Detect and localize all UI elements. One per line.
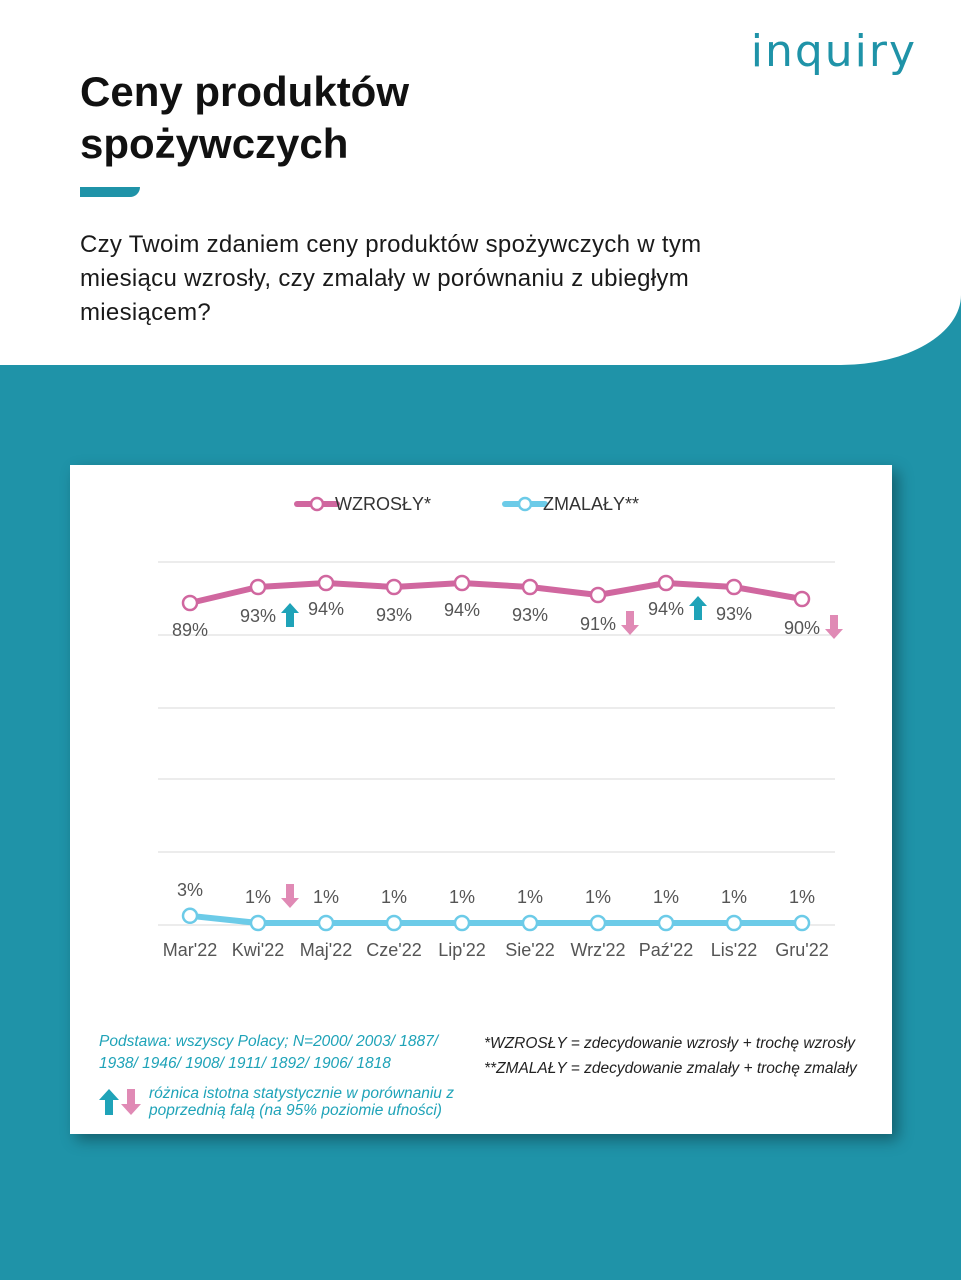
data-label: 1% xyxy=(380,887,408,907)
data-label: 93% xyxy=(715,604,753,624)
data-point xyxy=(659,916,673,930)
x-tick-label: Lis'22 xyxy=(710,940,758,960)
data-point xyxy=(387,580,401,594)
x-tick-label: Mar'22 xyxy=(162,940,218,960)
definition-decrease: **ZMALAŁY = zdecydowanie zmalały + trochę zmalały xyxy=(484,1060,857,1077)
series-line xyxy=(190,583,802,603)
data-point xyxy=(523,916,537,930)
data-label: 93% xyxy=(239,606,277,626)
title-accent-bar xyxy=(80,187,140,197)
x-tick-label: Wrz'22 xyxy=(570,940,626,960)
data-label: 94% xyxy=(307,599,345,619)
x-tick-label: Kwi'22 xyxy=(231,940,285,960)
data-label: 1% xyxy=(244,887,272,907)
arrow-up-icon xyxy=(99,1089,119,1115)
data-point xyxy=(183,909,197,923)
x-tick-label: Cze'22 xyxy=(366,940,422,960)
data-label: 90% xyxy=(783,618,821,638)
data-point xyxy=(319,916,333,930)
data-label: 1% xyxy=(652,887,680,907)
legend-entry: ZMALAŁY** xyxy=(543,494,640,514)
arrow-down-icon xyxy=(121,1089,141,1115)
header-panel xyxy=(0,0,961,365)
legend-marker xyxy=(519,498,531,510)
data-point xyxy=(795,916,809,930)
significance-down-icon xyxy=(281,884,299,908)
data-point xyxy=(251,580,265,594)
data-point xyxy=(387,916,401,930)
data-label: 3% xyxy=(176,879,204,900)
data-point xyxy=(795,592,809,606)
definitions-footnote xyxy=(484,1031,884,1081)
chart-card xyxy=(70,465,892,1134)
data-point xyxy=(319,576,333,590)
significance-down-icon xyxy=(621,611,639,635)
data-point xyxy=(455,916,469,930)
data-point xyxy=(591,916,605,930)
line-chart xyxy=(70,465,892,1025)
data-point xyxy=(727,916,741,930)
data-label: 93% xyxy=(511,605,549,625)
data-point xyxy=(523,580,537,594)
data-point xyxy=(591,588,605,602)
significance-legend xyxy=(99,1085,499,1125)
data-point xyxy=(455,576,469,590)
page-title: Ceny produktów spożywczych xyxy=(80,68,410,167)
data-label: 1% xyxy=(516,887,544,907)
series-line xyxy=(190,916,802,923)
data-label: 94% xyxy=(443,600,481,620)
legend-entry: WZROSŁY* xyxy=(335,494,432,514)
data-point xyxy=(659,576,673,590)
significance-up-icon xyxy=(689,596,707,620)
data-label: 93% xyxy=(375,605,413,625)
definition-increase: *WZROSŁY = zdecydowanie wzrosły + trochę wzrosły xyxy=(484,1035,855,1052)
x-tick-label: Paź'22 xyxy=(638,940,694,960)
significance-up-icon xyxy=(281,603,299,627)
data-label: 1% xyxy=(720,887,748,907)
significance-note: różnica istotna statystycznie w porównaniu z poprzednią falą (na 95% poziomie ufności) xyxy=(149,1085,454,1119)
x-tick-label: Maj'22 xyxy=(299,940,353,960)
x-tick-label: Sie'22 xyxy=(505,940,555,960)
data-point xyxy=(727,580,741,594)
data-label: 91% xyxy=(579,614,617,634)
x-tick-label: Gru'22 xyxy=(775,940,829,960)
survey-question: Czy Twoim zdaniem ceny produktów spożywczych w tym miesiącu wzrosły, czy zmalały w porównaniu z ubiegłym miesiącem? xyxy=(80,231,702,326)
x-tick-label: Lip'22 xyxy=(438,940,486,960)
significance-arrows-icon xyxy=(99,1089,145,1117)
data-label: 89% xyxy=(171,620,209,640)
data-point xyxy=(251,916,265,930)
data-label: 1% xyxy=(312,887,340,907)
data-label: 1% xyxy=(584,887,612,907)
data-label: 94% xyxy=(647,599,685,619)
base-footnote: Podstawa: wszyscy Polacy; N=2000/ 2003/ 1887/ 1938/ 1946/ 1908/ 1911/ 1892/ 1906/ 1818 xyxy=(99,1033,439,1072)
legend-marker xyxy=(311,498,323,510)
data-label: 1% xyxy=(448,887,476,907)
data-point xyxy=(183,596,197,610)
brand-logo: inquiry xyxy=(750,26,917,77)
data-label: 1% xyxy=(788,887,816,907)
